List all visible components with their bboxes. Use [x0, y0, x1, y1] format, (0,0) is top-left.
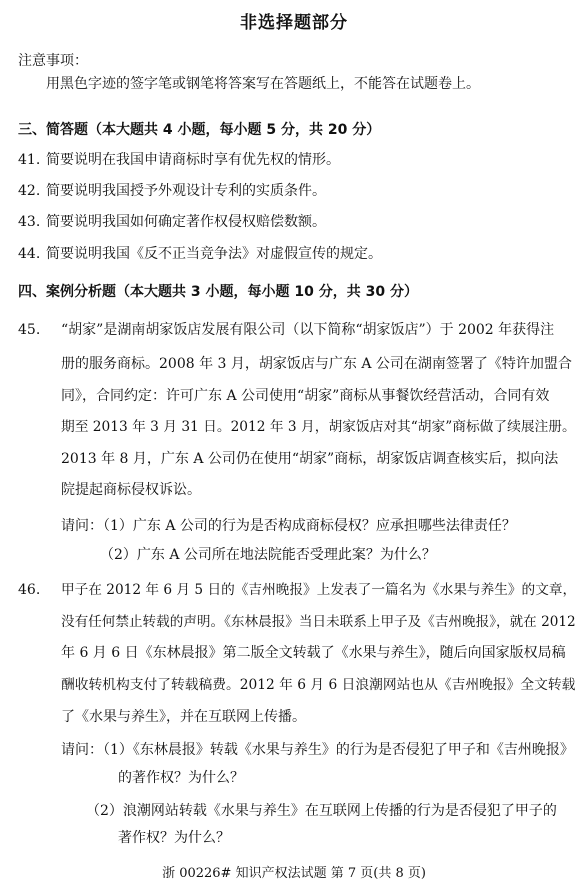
notice-heading: 注意事项： — [18, 53, 88, 69]
question-45-line-6: 院提起商标侵权诉讼。 — [61, 482, 201, 498]
question-44-number: 44. — [18, 246, 41, 262]
question-45-number: 45. — [18, 322, 41, 338]
question-46-line-5: 了《水果与养生》，并在互联网上传播。 — [61, 709, 306, 725]
question-46-number: 46. — [18, 582, 41, 598]
question-45-line-2: 册的服务商标。2008 年 3 月，胡家饭店与广东 A 公司在湖南签署了《特许加盟合 — [61, 356, 572, 372]
question-42-number: 42. — [18, 183, 41, 199]
question-46-line-2: 没有任何禁止转载的声明。《东林晨报》当日未联系上甲子及《吉州晚报》，就在 2012 — [61, 614, 576, 630]
question-41-text: 简要说明在我国申请商标时享有优先权的情形。 — [46, 152, 340, 168]
question-46-ask-1a: 请问：（1）《东林晨报》转载《水果与养生》的行为是否侵犯了甲子和《吉州晚报》 — [61, 742, 574, 758]
question-45-line-4: 期至 2013 年 3 月 31 日。2012 年 3 月，胡家饭店对其“胡家”商标做了续展注册。 — [61, 419, 576, 435]
question-46-line-3: 年 6 月 6 日《东林晨报》第二版全文转载了《水果与养生》，随后向国家版权局稿 — [61, 645, 566, 661]
section-4-heading: 四、案例分析题（本大题共 3 小题，每小题 10 分，共 30 分） — [18, 284, 418, 300]
question-43-number: 43. — [18, 214, 41, 230]
question-45-line-3: 同》，合同约定：许可广东 A 公司使用“胡家”商标从事餐饮经营活动，合同有效 — [61, 388, 550, 404]
question-42-text: 简要说明我国授予外观设计专利的实质条件。 — [46, 183, 326, 199]
question-46-line-4: 酬收转机构支付了转载稿费。2012 年 6 月 6 日浪潮网站也从《吉州晚报》全文转载 — [61, 677, 576, 693]
question-44-text: 简要说明我国《反不正当竞争法》对虚假宣传的规定。 — [46, 246, 382, 262]
section-3-heading: 三、简答题（本大题共 4 小题，每小题 5 分，共 20 分） — [18, 122, 381, 138]
question-43-text: 简要说明我国如何确定著作权侵权赔偿数额。 — [46, 214, 326, 230]
question-45-line-5: 2013 年 8 月，广东 A 公司仍在使用“胡家”商标，胡家饭店调查核实后，拟向法 — [61, 451, 559, 467]
page-footer: 浙 00226# 知识产权法试题 第 7 页(共 8 页) — [162, 866, 426, 881]
question-45-ask-1: 请问：（1）广东 A 公司的行为是否构成商标侵权？应承担哪些法律责任？ — [61, 518, 516, 534]
question-46-line-1: 甲子在 2012 年 6 月 5 日的《吉州晚报》上发表了一篇名为《水果与养生》的文章， — [61, 582, 577, 598]
question-45-line-1: “胡家”是湖南胡家饭店发展有限公司（以下简称“胡家饭店”）于 2002 年获得注 — [61, 322, 555, 338]
notice-text: 用黑色字迹的签字笔或钢笔将答案写在答题纸上，不能答在试题卷上。 — [46, 76, 480, 92]
question-45-ask-2: （2）广东 A 公司所在地法院能否受理此案？为什么？ — [100, 547, 436, 563]
question-46-ask-2a: （2）浪潮网站转载《水果与养生》在互联网上传播的行为是否侵犯了甲子的 — [86, 803, 557, 819]
question-46-ask-2b: 著作权？为什么？ — [118, 830, 230, 846]
question-41-number: 41. — [18, 152, 41, 168]
question-46-ask-1b: 的著作权？为什么？ — [118, 770, 244, 786]
page-title: 非选择题部分 — [240, 13, 348, 33]
